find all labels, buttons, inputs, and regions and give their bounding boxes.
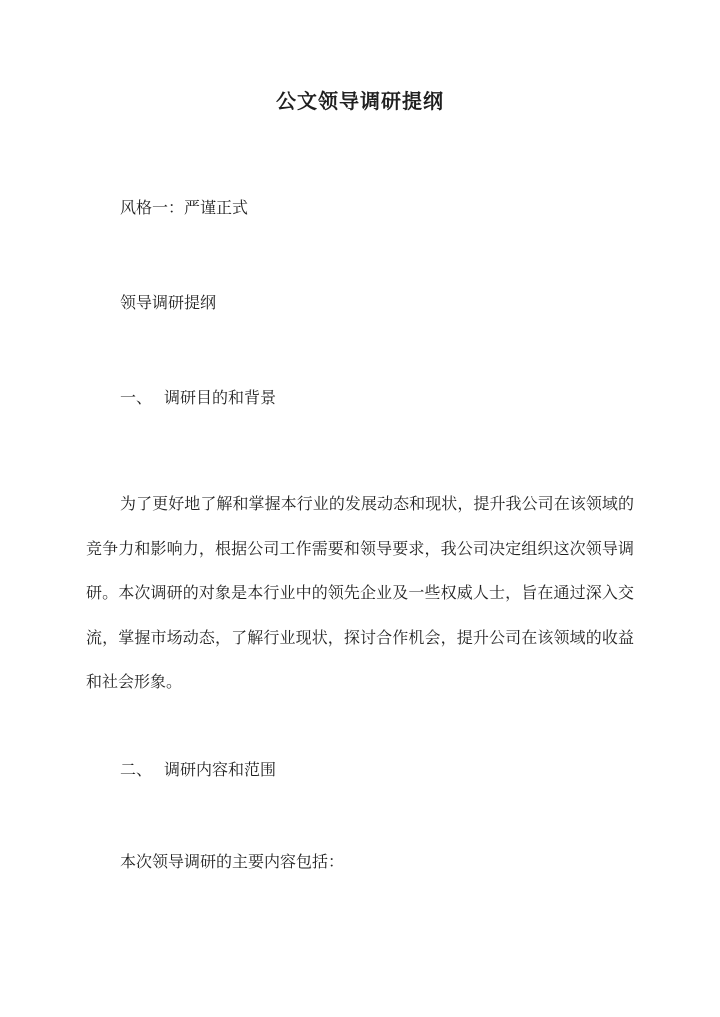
section-heading-2 <box>120 758 276 782</box>
section-heading-2-text: 调研内容和范围 <box>164 760 277 779</box>
section-heading-1-text: 调研目的和背景 <box>164 388 277 407</box>
style-label: 风格一：严谨正式 <box>120 198 249 217</box>
section-number-1: 一、 <box>120 388 153 407</box>
section-number-2: 二、 <box>120 760 153 779</box>
document-subtitle: 领导调研提纲 <box>120 293 217 312</box>
document-title: 公文领导调研提纲 <box>276 89 444 113</box>
section-1-paragraph: 为了更好地了解和掌握本行业的发展动态和现状，提升我公司在该领域的竞争力和影响力，根据公司工作需要和领导要求，我公司决定组织这次领导调研。本次调研的对象是本行业中的领先企业及一些权威人士，旨在通过深入交流，掌握市场动态，了解行业现状，探讨合作机会，提升公司在该领域的收益和社会形象。 <box>86 494 634 692</box>
section-heading-1 <box>120 386 276 410</box>
section-2-intro: 本次领导调研的主要内容包括： <box>120 852 345 871</box>
